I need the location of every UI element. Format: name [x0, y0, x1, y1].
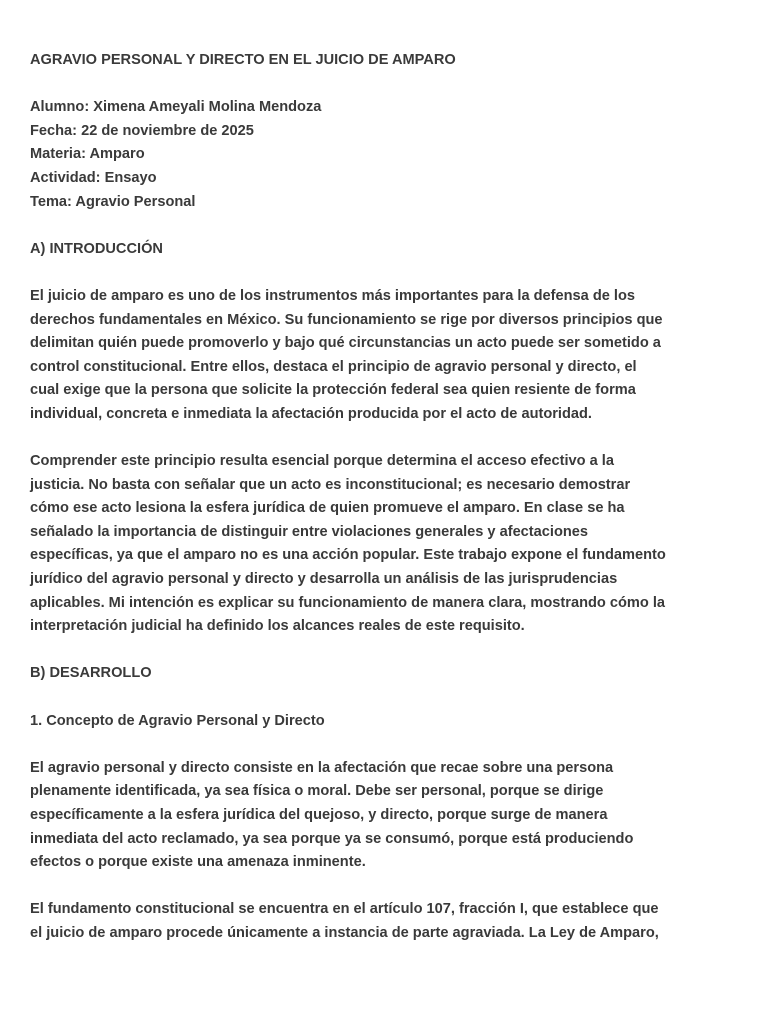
meta-subject: Materia: Amparo: [30, 146, 145, 163]
document-title: [30, 49, 742, 73]
intro-paragraph-2: [30, 450, 742, 639]
metadata-block: [30, 96, 742, 214]
text-line: interpretación judicial ha definido los alcances reales de este requisito.: [30, 618, 525, 635]
heading-line: A) INTRODUCCIÓN: [30, 240, 163, 257]
development-paragraph-2: [30, 898, 742, 945]
text-line: El juicio de amparo es uno de los instrumentos más importantes para la defensa de los: [30, 287, 635, 304]
text-line: individual, concreta e inmediata la afectación producida por el acto de autoridad.: [30, 405, 592, 422]
text-line: jurídico del agravio personal y directo y desarrolla un análisis de las jurisprudencias: [30, 571, 618, 588]
intro-paragraph-1: [30, 285, 742, 427]
text-line: inmediata del acto reclamado, ya sea porque ya se consumó, porque está produciendo: [30, 830, 634, 847]
subsection-1-heading: [30, 710, 742, 734]
text-line: delimitan quién puede promoverlo y bajo qué circunstancias un acto puede ser sometido a: [30, 335, 661, 352]
document-body: [30, 49, 742, 969]
meta-student: Alumno: Ximena Ameyali Molina Mendoza: [30, 99, 322, 116]
text-line: El fundamento constitucional se encuentra en el artículo 107, fracción I, que establece que: [30, 901, 659, 918]
text-line: justicia. No basta con señalar que un acto es inconstitucional; es necesario demostrar: [30, 476, 631, 493]
text-line: Comprender este principio resulta esencial porque determina el acceso efectivo a la: [30, 453, 614, 470]
meta-activity: Actividad: Ensayo: [30, 169, 157, 186]
text-line: cual exige que la persona que solicite la protección federal sea quien resiente de forma: [30, 382, 636, 399]
meta-topic: Tema: Agravio Personal: [30, 193, 196, 210]
text-line: plenamente identificada, ya sea física o moral. Debe ser personal, porque se dirige: [30, 783, 604, 800]
text-line: específicas, ya que el amparo no es una acción popular. Este trabajo expone el fundamento: [30, 547, 666, 564]
text-line: cómo ese acto lesiona la esfera jurídica de quien promueve el amparo. En clase se ha: [30, 500, 625, 517]
text-line: efectos o porque existe una amenaza inminente.: [30, 854, 366, 871]
development-paragraph-1: [30, 757, 742, 875]
meta-date: Fecha: 22 de noviembre de 2025: [30, 122, 254, 139]
text-line: específicamente a la esfera jurídica del quejoso, y directo, porque surge de manera: [30, 807, 608, 823]
text-line: derechos fundamentales en México. Su funcionamiento se rige por diversos principios que: [30, 311, 663, 328]
section-b-heading: [30, 662, 742, 686]
heading-line: 1. Concepto de Agravio Personal y Directo: [30, 712, 325, 729]
text-line: señalado la importancia de distinguir entre violaciones generales y afectaciones: [30, 523, 589, 540]
text-line: El agravio personal y directo consiste en la afectación que recae sobre una persona: [30, 759, 614, 776]
heading-line: B) DESARROLLO: [30, 665, 152, 682]
text-line: el juicio de amparo procede únicamente a instancia de parte agraviada. La Ley de Amparo,: [30, 924, 659, 941]
section-a-heading: [30, 238, 742, 262]
title-line: AGRAVIO PERSONAL Y DIRECTO EN EL JUICIO DE AMPARO: [30, 52, 456, 68]
text-line: control constitucional. Entre ellos, destaca el principio de agravio personal y directo, el: [30, 358, 637, 375]
text-line: aplicables. Mi intención es explicar su funcionamiento de manera clara, mostrando cómo la: [30, 594, 666, 611]
